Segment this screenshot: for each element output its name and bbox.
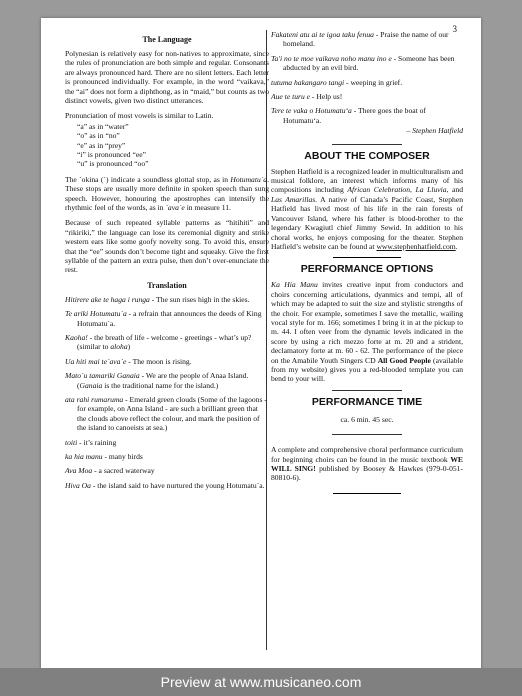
translation-entry: Aue te turu e - Help us! xyxy=(271,92,343,102)
translation-entry: Hitirere ake te haga i runga - The sun rises high in the skies. xyxy=(65,294,250,304)
section-divider xyxy=(333,257,401,258)
translation-entry: Tere te vaka o Hotumatu‘a - There goes the boat of Hotumatu‘a. xyxy=(271,106,426,125)
language-paragraph-3: The `okina (`) indicate a soundless glottal stop, as in Hotumatu`a. These stops are usually more definite in spoken speech than sung speech. However, honouring the apostrophes can intensify the rhythmic feel of the words, as in `ava`e in measure 11. xyxy=(65,174,269,212)
vowel-list xyxy=(77,122,269,169)
language-paragraph-2: Pronunciation of most vowels is similar to Latin. xyxy=(65,111,214,121)
translation-entry: ka hia manu - many birds xyxy=(65,452,143,462)
left-column xyxy=(65,32,269,495)
vowel-item: “u” is pronounced “oo” xyxy=(77,159,149,169)
curriculum-paragraph: A complete and comprehensive choral performance curriculum for beginning choirs can be found in the music textbook WE WILL SING! published by Boosey & Hawkes (979-0-051-80810-6). xyxy=(271,445,463,483)
section-divider xyxy=(333,493,401,494)
vowel-item: “i” is pronounced “ee” xyxy=(77,149,146,159)
translation-entry: ata rahi rumaruma - Emerald green clouds (Some of the lagoons - for example, on Anna Island - are such a brilliant green that the clouds above reflect the colour, and mark the position of the island to canoeists at sea.) xyxy=(65,395,267,433)
translation-attribution: – Stephen Hatfield xyxy=(406,126,463,136)
language-paragraph-4: Because of such repeated syllable patterns as “hitihiti” and “rikiriki,” the language can lose its ceremonial dignity and strike western ears like some goofy novelty song. To avoid this, ensure that the “ee” sounds don’t become tight and squeaky. Give the first syllable of the pattern an extra pulse, then don’t over-enunciate the rest. xyxy=(65,218,269,275)
language-heading: The Language xyxy=(142,35,192,44)
right-column xyxy=(271,30,463,498)
score-page xyxy=(41,18,481,696)
translation-entry: Ta'i no te moe vaikava noho manu ino e - Someone has been abducted by an evil bird. xyxy=(271,53,455,73)
translation-entry: Ua hiti mai te`ava`e - The moon is rising. xyxy=(65,356,192,366)
vowel-item: “a” as in “water” xyxy=(77,121,129,131)
composer-heading: ABOUT THE COMPOSER xyxy=(304,149,430,162)
translation-entry: Fakateni atu ai te igoa taku fenua - Praise the name of our homeland. xyxy=(271,30,449,49)
translation-entry: Mato`u tamariki Ganaia - We are the people of Anaa Island. (Ganaia is the traditional name for the island.) xyxy=(65,371,249,390)
translation-entry: Ava Moa - a sacred waterway xyxy=(65,466,155,476)
section-divider xyxy=(332,144,402,145)
composer-paragraph: Stephen Hatfield is a recognized leader in multiculturalism and musical folklore, an interest which informs many of his compositions including African Celebration, La Lluvia, and Las Amarillas. A native of Canada’s Pacific Coast, Stephen Hatfield has lived most of his life in the rain forests of Vancouver Island, where his father is blood-brother to the legendary Kwagiutl chief Jimmy Sewid. In addition to his choral works, he enjoys composing for the theater. Stephen Hatfield’s website can be found at www.stephenhatfield.com. xyxy=(271,166,463,251)
vowel-item: “e” as in “prey” xyxy=(77,140,126,150)
time-heading: PERFORMANCE TIME xyxy=(311,395,423,408)
website-link[interactable]: www.stephenhatfield.com xyxy=(376,241,456,251)
language-paragraph-1: Polynesian is relatively easy for non-natives to approximate, since the rules of pronunciation are both simple and regular. Consonants are always pronounced hard. There are no silent letters. Each letter is pronounced individually. For example, in the word “vaikava,” the “ai” does not form a diphthong, as in “maid,” but counts as two distinct vowels, given two distinct utterances. xyxy=(65,48,269,105)
vowel-item: “o” as in “no” xyxy=(77,131,120,141)
translation-entry: tutuma hakangaro tangi - weeping in grief. xyxy=(271,77,403,87)
options-heading: PERFORMANCE OPTIONS xyxy=(300,263,434,276)
time-value: ca. 6 min. 45 sec. xyxy=(340,414,394,424)
translation-entry: Kaoha! - the breath of life - welcome - greetings - what’s up? (similar to aloha) xyxy=(65,332,252,352)
options-paragraph: Ka Hia Manu invites creative input from conductors and choirs concerning articulations, dyanmics and tempi, all of which may be adapted to suit the size and stylistic strengths of the choir. For example, sometimes I save the metallic, wailing vocal style for m. 166; sometimes I bring it in at the pickup to m. 44. I often veer from the dynamic levels indicated in the score by using a rich mezzo forte at m. 20 and a strident, declamatory forte at m. 60 - 62. The performance of the piece on the Amabile Youth Singers CD All Good People (available from my website) gives you a red-blooded template you can bend to your will. xyxy=(271,280,464,384)
section-divider xyxy=(332,390,402,391)
translation-heading: Translation xyxy=(147,280,187,290)
section-divider xyxy=(332,434,402,435)
translation-entry: Hiva Oa - the island said to have nurtured the young Hotumatu`a. xyxy=(65,480,265,490)
translation-entry: Te ariki Hotumatu`a - a refrain that announces the deeds of King Hotumatu`a. xyxy=(65,309,262,328)
translation-entry: toiti - it’s raining xyxy=(65,437,117,447)
page-number: 3 xyxy=(452,24,457,34)
preview-watermark[interactable]: Preview at www.musicaneo.com xyxy=(0,668,522,696)
